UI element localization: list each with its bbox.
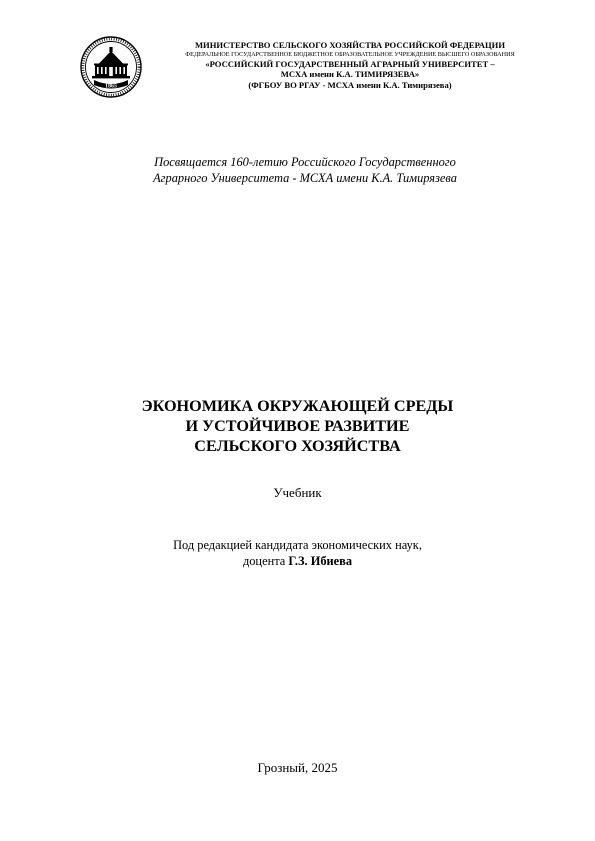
dedication-line1: Посвящается 160-летию Российского Государственного (154, 155, 456, 169)
title-line3: СЕЛЬСКОГО ХОЗЯЙСТВА (194, 437, 401, 455)
university-short-name: (ФГБОУ ВО РГАУ - МСХА имени К.А. Тимирязева) (248, 79, 452, 90)
publication-place-year: Грозный, 2025 (257, 760, 338, 775)
dedication (100, 154, 510, 186)
title-line2: И УСТОЙЧИВОЕ РАЗВИТИЕ (185, 417, 410, 435)
editor-line1: Под редакцией кандидата экономических наук, (173, 538, 422, 552)
university-name-line1: «РОССИЙСКИЙ ГОСУДАРСТВЕННЫЙ АГРАРНЫЙ УНИВЕРСИТЕТ – (205, 58, 495, 69)
dedication-line2: Аграрного Университета - МСХА имени К.А. Тимирязева (153, 171, 457, 185)
editor-line2 (80, 553, 515, 569)
svg-text:1865: 1865 (105, 83, 117, 90)
institution-type: ФЕДЕРАЛЬНОЕ ГОСУДАРСТВЕННОЕ БЮДЖЕТНОЕ ОБРАЗОВАТЕЛЬНОЕ УЧРЕЖДЕНИЕ ВЫСШЕГО ОБРАЗОВАНИЯ (185, 50, 515, 58)
document-header (150, 41, 550, 90)
university-name-line2: МСХА имени К.А. ТИМИРЯЗЕВА» (280, 69, 420, 80)
book-type: Учебник (273, 485, 322, 500)
editor-info (80, 537, 515, 569)
book-title (60, 396, 535, 456)
university-seal-icon (80, 36, 142, 98)
editor-prefix: доцента (242, 554, 289, 568)
editor-name: Г.З. Ибиева (288, 554, 353, 568)
ministry-name: МИНИСТЕРСТВО СЕЛЬСКОГО ХОЗЯЙСТВА РОССИЙСКОЙ ФЕДЕРАЦИИ (194, 40, 506, 50)
title-line1: ЭКОНОМИКА ОКРУЖАЮЩЕЙ СРЕДЫ (141, 397, 454, 415)
